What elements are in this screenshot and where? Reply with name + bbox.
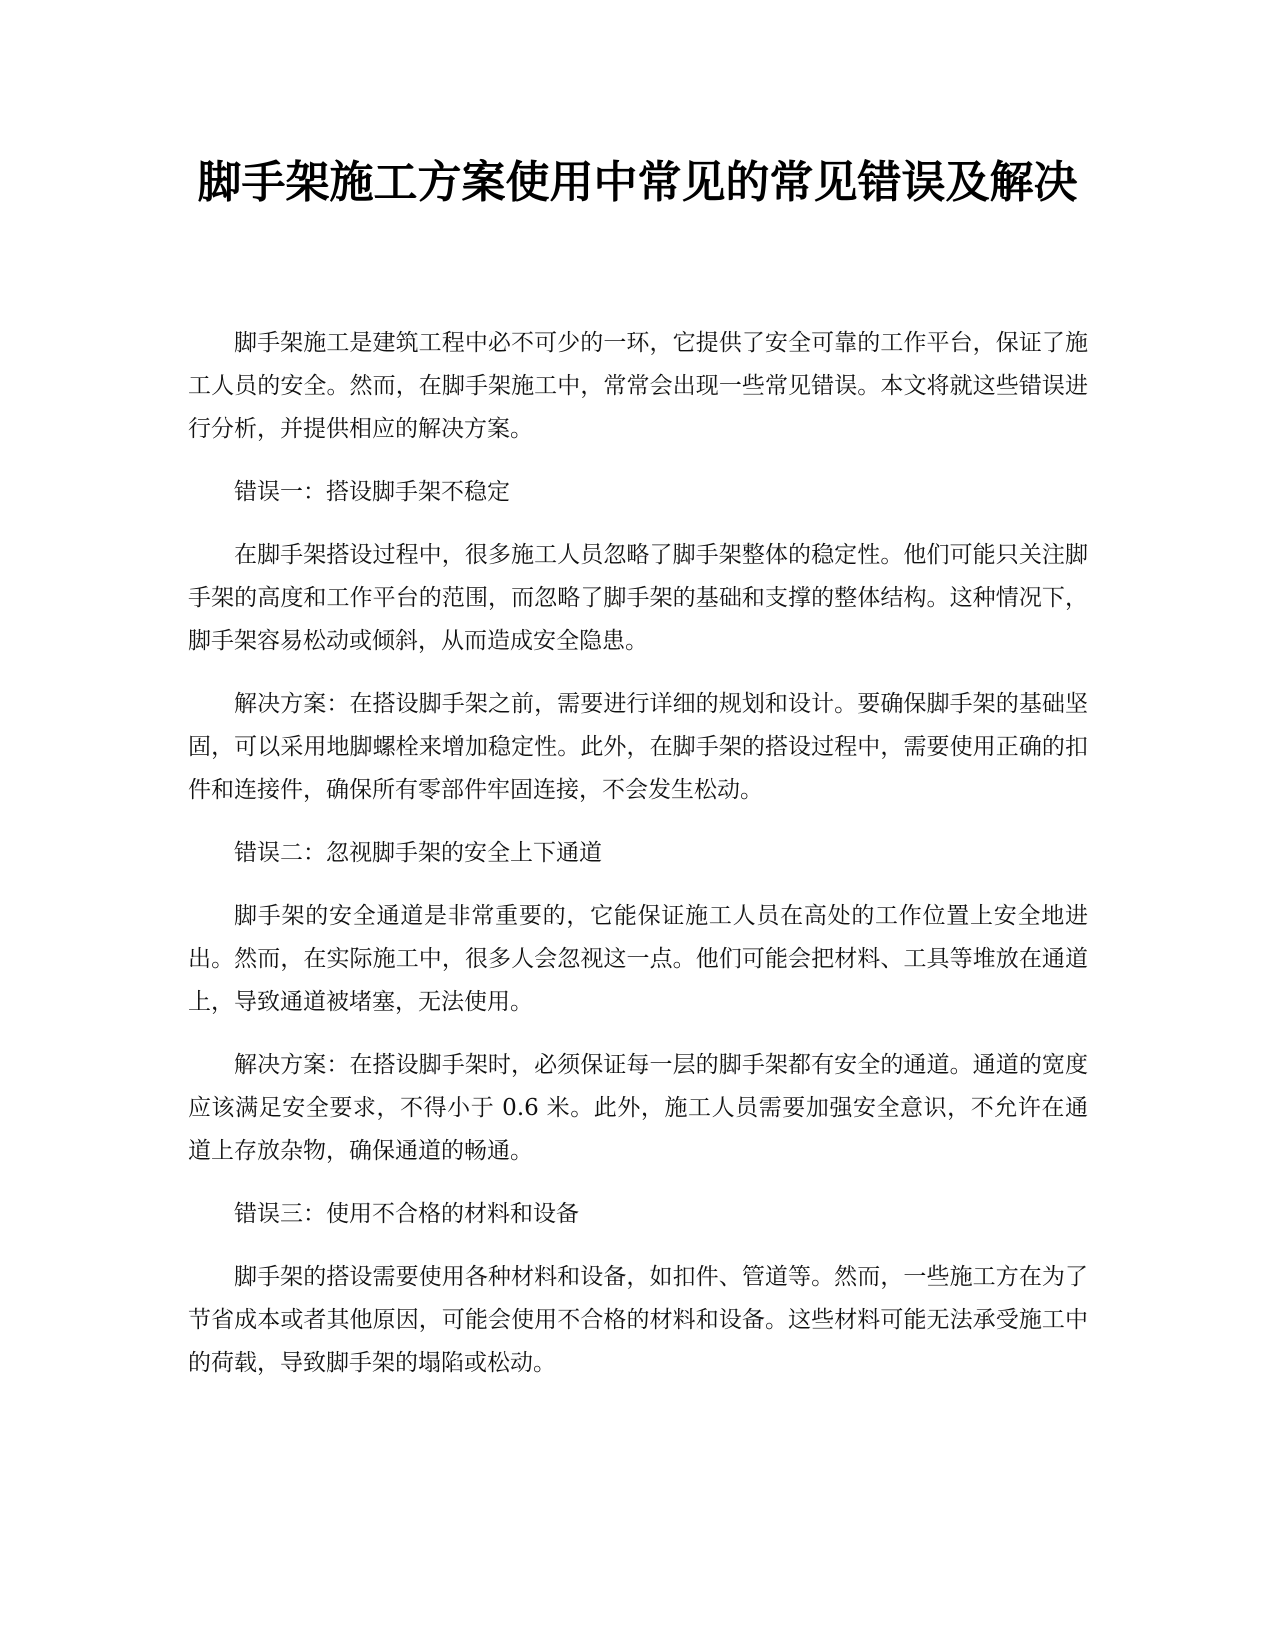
document-body <box>188 322 1088 1405</box>
paragraph-intro: 脚手架施工是建筑工程中必不可少的一环，它提供了安全可靠的工作平台，保证了施工人员的安全。然而，在脚手架施工中，常常会出现一些常见错误。本文将就这些错误进行分析，并提供相应的解决方案。 <box>188 330 1088 442</box>
paragraph-error-3: 脚手架的搭设需要使用各种材料和设备，如扣件、管道等。然而，一些施工方在为了节省成本或者其他原因，可能会使用不合格的材料和设备。这些材料可能无法承受施工中的荷载，导致脚手架的塌陷或松动。 <box>188 1264 1088 1376</box>
paragraph-error-2: 脚手架的安全通道是非常重要的，它能保证施工人员在高处的工作位置上安全地进出。然而，在实际施工中，很多人会忽视这一点。他们可能会把材料、工具等堆放在通道上，导致通道被堵塞，无法使用。 <box>188 903 1088 1015</box>
document-title: 脚手架施工方案使用中常见的常见错误及解决 <box>197 157 1078 208</box>
heading-error-1: 错误一：搭设脚手架不稳定 <box>234 479 510 505</box>
paragraph-error-1: 在脚手架搭设过程中，很多施工人员忽略了脚手架整体的稳定性。他们可能只关注脚手架的高度和工作平台的范围，而忽略了脚手架的基础和支撑的整体结构。这种情况下，脚手架容易松动或倾斜，从而造成安全隐患。 <box>188 542 1088 654</box>
paragraph-solution-1: 解决方案：在搭设脚手架之前，需要进行详细的规划和设计。要确保脚手架的基础坚固，可以采用地脚螺栓来增加稳定性。此外，在脚手架的搭设过程中，需要使用正确的扣件和连接件，确保所有零部件牢固连接，不会发生松动。 <box>188 691 1088 803</box>
heading-error-2: 错误二：忽视脚手架的安全上下通道 <box>234 840 602 866</box>
heading-error-3: 错误三：使用不合格的材料和设备 <box>234 1201 579 1227</box>
paragraph-solution-2: 解决方案：在搭设脚手架时，必须保证每一层的脚手架都有安全的通道。通道的宽度应该满足安全要求，不得小于 0.6 米。此外，施工人员需要加强安全意识，不允许在通道上存放杂物，确保通道的畅通。 <box>188 1052 1088 1164</box>
